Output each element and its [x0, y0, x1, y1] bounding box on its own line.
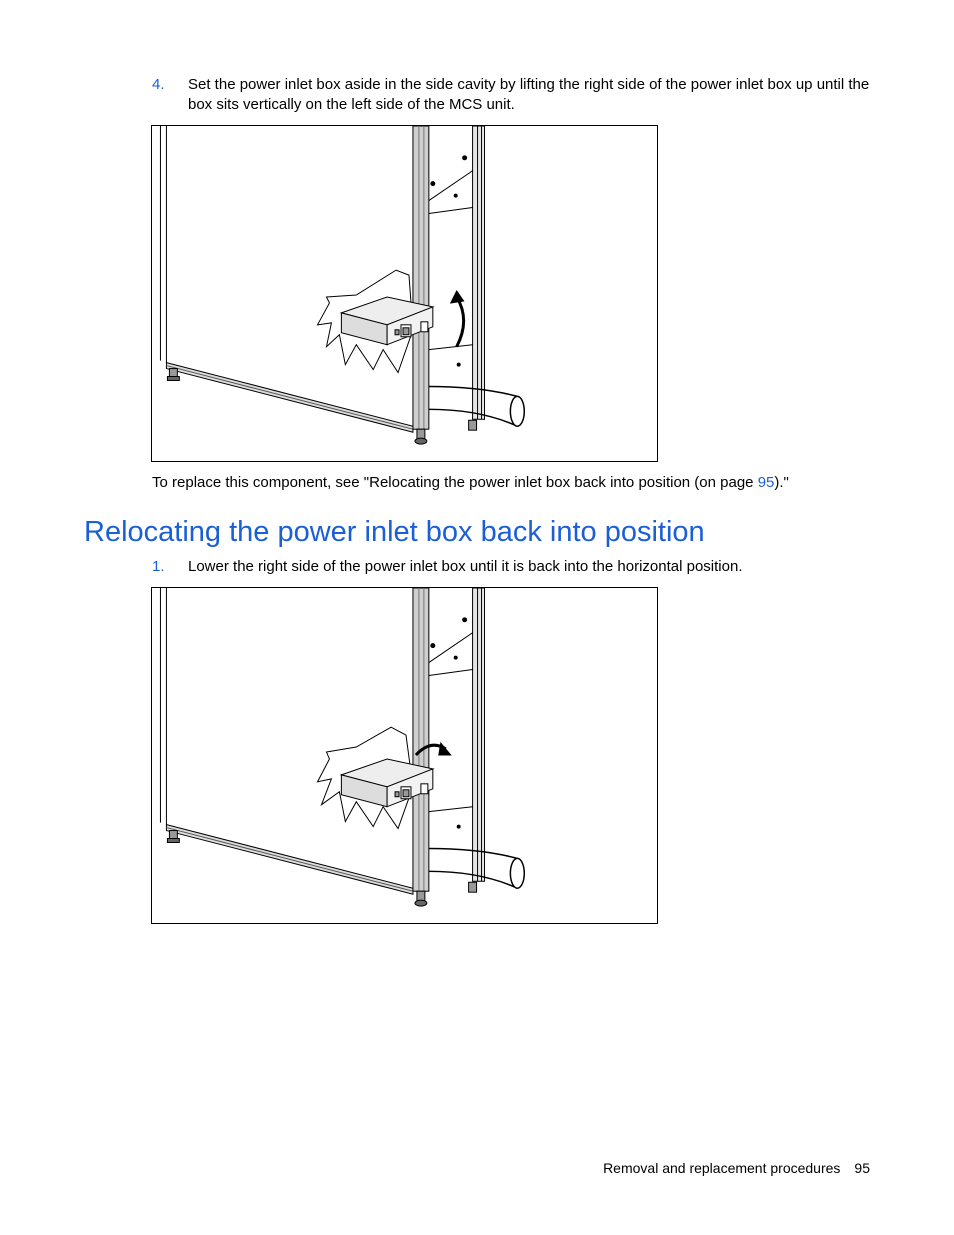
step-text: Set the power inlet box aside in the side cavity by lifting the right side of the power inlet box up until the box sits vertically on the left side of the MCS unit.: [188, 76, 870, 113]
page-footer: [603, 1158, 870, 1178]
footer-section: Removal and replacement procedures: [603, 1160, 841, 1176]
illustration-lower: [152, 588, 657, 923]
replace-note-prefix: To replace this component, see "Relocating the power inlet box back into position (on page: [152, 474, 758, 491]
illustration-lift: [152, 126, 657, 461]
step-4: [152, 75, 877, 115]
step-1: [152, 557, 877, 577]
figure-lift-power-inlet-box: [151, 125, 658, 462]
section-heading: Relocating the power inlet box back into position: [84, 516, 705, 548]
step-number: 1.: [152, 558, 165, 575]
step-number: 4.: [152, 76, 165, 93]
footer-page-number: 95: [854, 1160, 870, 1176]
replace-note: [152, 473, 877, 493]
replace-note-suffix: ).": [774, 474, 789, 491]
figure-lower-power-inlet-box: [151, 587, 658, 924]
step-text: Lower the right side of the power inlet box until it is back into the horizontal position.: [188, 558, 743, 575]
page-link[interactable]: 95: [757, 474, 775, 491]
